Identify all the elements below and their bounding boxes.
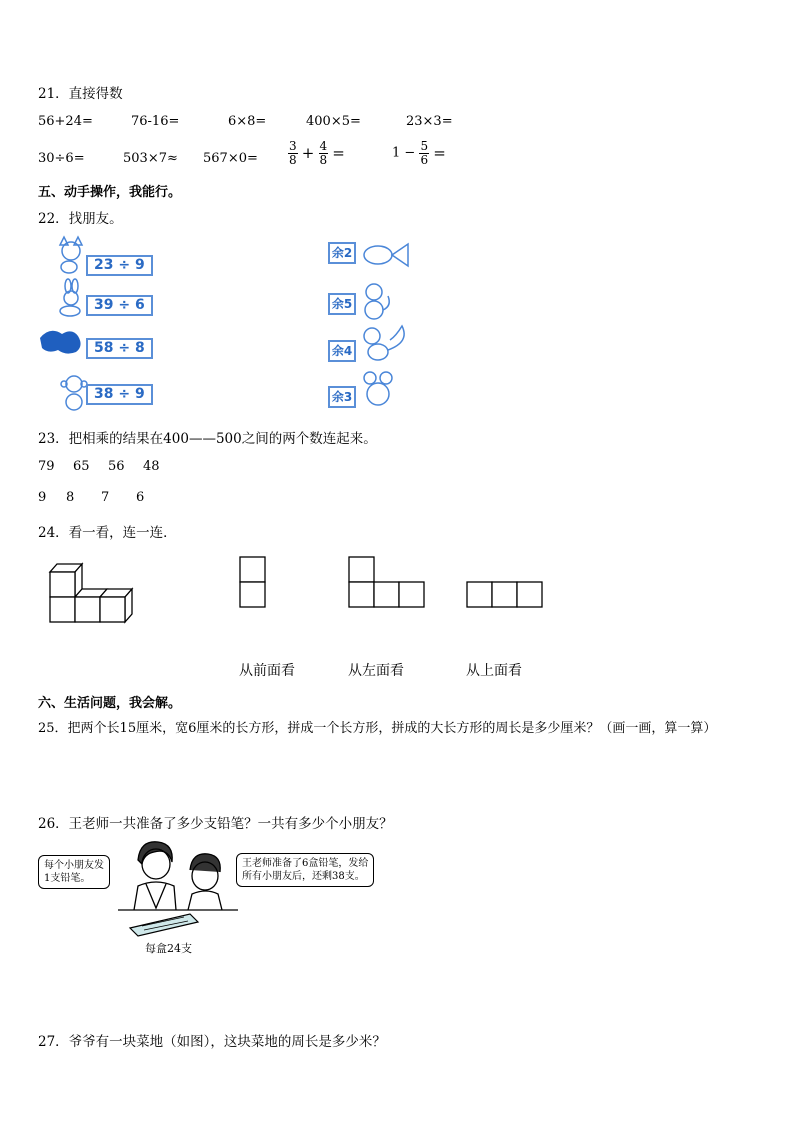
division-card[interactable]: 23 ÷ 9 [86,255,153,276]
remainder-card[interactable]: 余4 [328,340,356,362]
fraction-numerator: 3 [289,139,297,153]
q26-title: 26．王老师一共准备了多少支铅笔？一共有多少个小朋友？ [38,816,393,832]
cube-solid-figure [48,560,140,630]
q21-fraction-diff [392,140,446,166]
q21-item: 76-16= [131,114,180,129]
speech-bubble-right [236,853,374,887]
view-label[interactable]: 从前面看 [239,663,295,679]
view-label[interactable]: 从上面看 [466,663,522,679]
bubble-line: 1支铅笔。 [44,873,91,884]
fish-icon [356,238,414,272]
box-caption: 每盒24支 [145,942,192,955]
fraction-denominator: 8 [319,152,328,167]
view-shape-vertical[interactable] [239,556,267,610]
fraction-numerator: 5 [420,139,429,153]
equals-sign: = [433,144,446,163]
q21-item: 567×0= [203,151,258,166]
number[interactable]: 8 [66,490,75,505]
fraction-denominator: 8 [289,152,297,167]
remainder-card[interactable]: 余5 [328,293,356,315]
number[interactable]: 79 [38,459,55,474]
q23-title: 23．把相乘的结果在400——500之间的两个数连起来。 [38,431,377,447]
q21-item: 6×8= [228,114,267,129]
number[interactable]: 56 [108,459,125,474]
bubble-line: 王老师准备了6盒铅笔，发给 [242,858,369,869]
q27-title: 27．爷爷有一块菜地（如图），这块菜地的周长是多少米？ [38,1034,386,1050]
q21-fraction-sum [288,140,345,166]
bubble-line: 每个小朋友发 [44,860,104,871]
view-shape-row[interactable] [466,581,546,610]
minuend: 1 − [392,145,416,161]
section-heading: 六、生活问题，我会解。 [38,696,182,711]
q24-title: 24．看一看，连一连． [38,525,177,541]
view-shape-l[interactable] [348,556,428,610]
q25-title: 25．把两个长15厘米，宽6厘米的长方形，拼成一个长方形，拼成的大长方形的周长是多少厘米？（画一画，算一算） [38,721,717,736]
plus-sign: + [301,144,315,163]
q21-title: 21．直接得数 [38,86,123,102]
view-label[interactable]: 从左面看 [348,663,404,679]
number[interactable]: 6 [136,490,145,505]
division-card[interactable]: 38 ÷ 9 [86,384,153,405]
teacher-and-child-illustration [118,838,238,944]
fraction-numerator: 4 [319,139,328,153]
q22-title: 22．找朋友。 [38,211,123,227]
fraction-denominator: 6 [420,152,429,167]
equals-sign: = [332,144,345,163]
division-card[interactable]: 39 ÷ 6 [86,295,153,316]
division-card[interactable]: 58 ÷ 8 [86,338,153,359]
section-heading: 五、动手操作，我能行。 [38,185,182,200]
speech-bubble-left [38,855,110,889]
q21-item: 30÷6= [38,151,85,166]
q21-item: 56+24= [38,114,93,129]
squirrel-icon [38,326,88,358]
q21-item: 23×3= [406,114,453,129]
q21-item: 400×5= [306,114,361,129]
bubble-line: 所有小朋友后，还剩38支。 [242,871,365,882]
number[interactable]: 9 [38,490,47,505]
remainder-card[interactable]: 余3 [328,386,356,408]
number[interactable]: 7 [101,490,110,505]
squirrel-icon [358,322,414,362]
mouse-icon [358,368,404,410]
number[interactable]: 48 [143,459,160,474]
remainder-card[interactable]: 余2 [328,242,356,264]
monkey-icon [358,280,394,322]
q21-item: 503×7≈ [123,151,178,166]
number[interactable]: 65 [73,459,90,474]
